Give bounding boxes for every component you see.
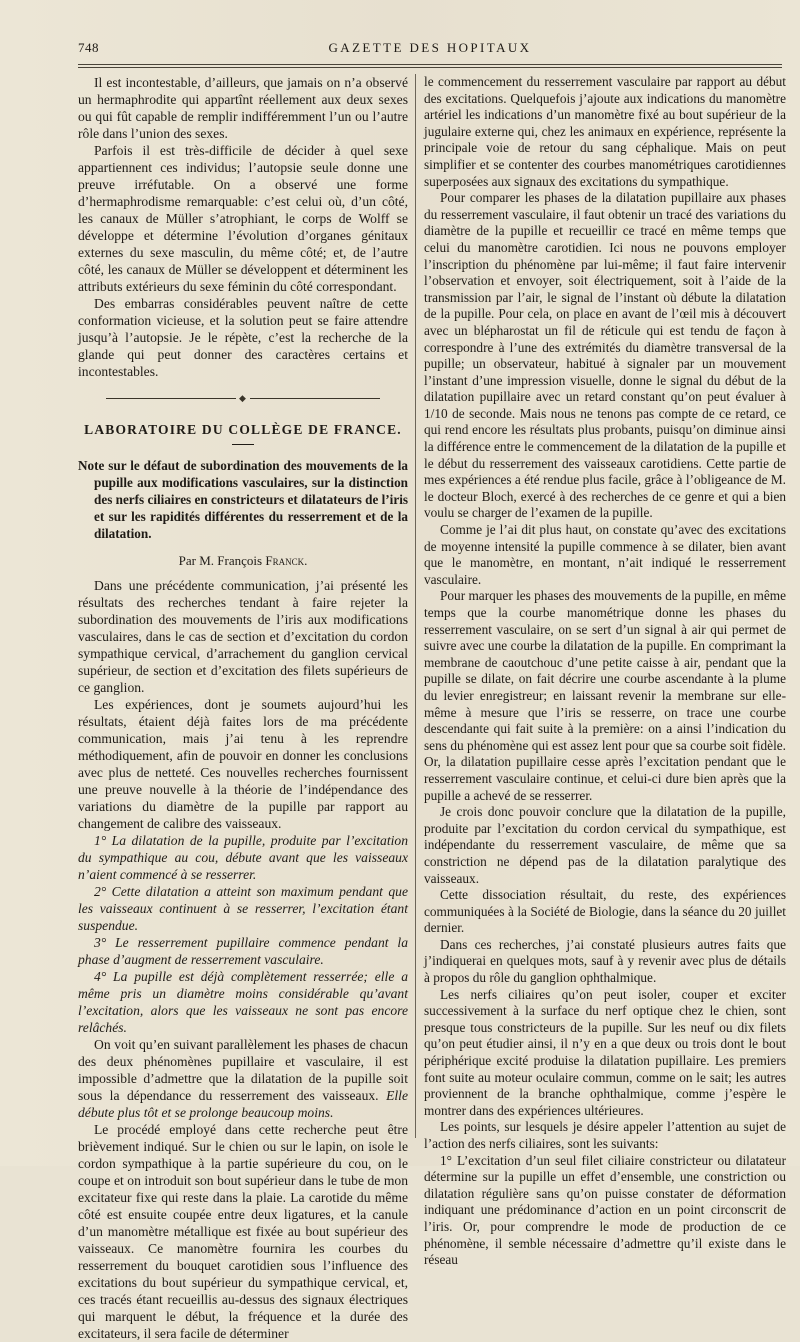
paragraph: Parfois il est très-difficile de décider à quel sexe appartiennent ces individus; l’autopsie seule donne une preuve irréfutable. On a observé une forme d’hermaphrodisme remarquable: c’est celui où, d’un côté, les canaux de Müller s’atrophiant, le corps de Wolff se développe et détermine l’évolution d’organes génitaux externes du sexe masculin, du même côté; et, de l’autre côté, les canaux de Müller se développent et déterminent les attributs extérieurs du sexe féminin du côté correspondant.	[78, 143, 408, 294]
paragraph: Les points, sur lesquels je désire appeler l’attention au sujet de l’action des nerfs ciliaires, sont les suivants:	[424, 1119, 786, 1151]
short-rule	[232, 444, 254, 445]
paragraph: Des embarras considérables peuvent naître de cette conformation vicieuse, et la solution peut se faire attendre jusqu’à l’autopsie. Je le répète, c’est la recherche de la glande qui peut donner des caractères certains et incontestables.	[78, 296, 408, 379]
right-column	[424, 74, 786, 1268]
left-column	[78, 74, 408, 1341]
paragraph-text: On voit qu’en suivant parallèlement les phases de chacun des deux phénomènes pupillaire et vasculaire, il est impossible d’admettre que la dilatation de la pupille soit sous la dépendance du resserrement des vaisseaux.	[78, 1037, 408, 1103]
paragraph: Dans une précédente communication, j’ai présenté les résultats des recherches tendant à faire rejeter la subordination des mouvements de l’iris aux modifications vasculaires, dans le cas de section et d’excitation du cordon sympathique cervical, d’arrachement du ganglion cervical supérieur, de section et d’excitation des filets supérieurs de ce ganglion.	[78, 578, 408, 695]
paragraph: Le procédé employé dans cette recherche peut être brièvement indiqué. Sur le chien ou sur le lapin, on isole le cordon sympathique à la partie supérieure du cou, on le coupe et on introduit son bout supérieur dans le tube de mon excitateur fixe qui reste dans la plaie. La carotide du même côté est ensuite coupée entre deux ligatures, et la canule d’un manomètre métallique est fixée au bout supérieur des vaisseaux. Ce manomètre fournira les courbes du resserrement du bouquet carotidien sous l’influence des excitations du bout supérieur du sympathique cervical, et, ces tracés étant recueillis au-dessus des signaux électriques qui marquent le début, la fréquence et la durée des excitateurs, il sera facile de déterminer	[78, 1122, 408, 1341]
article-title: Note sur le défaut de subordination des mouvements de la pupille aux modifications vasculaires, sur la distinction des nerfs ciliaires en constricteurs et dilatateurs de l’iris et sur les rapidités différentes du resserrement et de la dilatation.	[78, 458, 408, 541]
paragraph: 1° L’excitation d’un seul filet ciliaire constricteur ou dilatateur détermine sur la pupille un effet d’ensemble, une constriction ou dilatation régulière sans qu’on puisse constater de déformation indiquant une prédominance d’action en un point circonscrit de l’iris. Or, pour comprendre le mode de production de ce phénomène, il semble nécessaire d’admettre qu’il existe dans le réseau	[424, 1152, 786, 1268]
paragraph: Pour marquer les phases des mouvements de la pupille, en même temps que la courbe manométrique donne les phases du resserrement vasculaire, on se sert d’un signal à air qui permet de suivre avec une courbe la dilatation de la pupille. En comprimant la membrane de caoutchouc d’une petite caisse à air, pendant que la pupille se dilate, on fait décrire une courbe ascendante à la plume du levier enregistreur; en laissant revenir la membrane sur elle-même à mesure que l’iris se resserre, on trace une courbe descendante qui fait suite à la première: on a ainsi l’indication du sens du phénomène qui est assez lent pour que sa courbe soit fidèle. Or, la dilatation pupillaire cesse après l’excitation pendant que le resserrement vasculaire continue, et celui-ci dure bien après que la pupille a achevé de se resserrer.	[424, 588, 786, 803]
finding-item: 2° Cette dilatation a atteint son maximum pendant que les vaisseaux continuent à se resserrer, l’excitation étant suspendue.	[78, 884, 408, 933]
column-divider	[415, 74, 416, 1138]
section-title: LABORATOIRE DU COLLÈGE DE FRANCE.	[84, 422, 402, 437]
paragraph: Il est incontestable, d’ailleurs, que jamais on n’a observé un hermaphrodite qui appartînt réellement aux deux sexes ou qui fût capable de remplir indifféremment l’un ou l’autre rôle dans l’union des sexes.	[78, 75, 408, 141]
paragraph: Je crois donc pouvoir conclure que la dilatation de la pupille, produite par l’excitation du cordon cervical du sympathique, est indépendante du resserrement vasculaire, de même que sa constriction ne dépend pas de la dilatation paralytique des vaisseaux.	[424, 804, 786, 886]
byline-prefix: Par M. François	[178, 553, 263, 568]
paragraph: le commencement du resserrement vasculaire par rapport au début des excitations. Quelquefois j’ajoute aux indications du manomètre artériel les indications d’un manomètre fixé au bout supérieur de la jugulaire externe qui, chez les animaux en expérience, représente la principale voie de retour du sang céphalique. Mais on peut simplifier et se contenter des courbes manométriques carotidiennes superposées aux signaux des excitations du sympathique.	[424, 74, 786, 189]
section-separator: ◆	[78, 390, 408, 407]
header-double-rule	[78, 64, 782, 68]
paragraph	[78, 1036, 408, 1121]
paragraph: Comme je l’ai dit plus haut, on constate qu’avec des excitations de moyenne intensité la pupille commence à se dilater, bien avant que le manomètre, en montant, n’ait indiqué le resserrement vasculaire.	[424, 522, 786, 587]
page-header	[78, 40, 782, 62]
author-name: Franck.	[265, 553, 308, 568]
paragraph: Les nerfs ciliaires qu’on peut isoler, couper et exciter successivement à la surface du nerf optique chez le chien, sont presque tous constricteurs de la pupille. Sur les neuf ou dix filets qu’on peut étudier ainsi, il n’y en a que deux ou trois dont le bout périphérique excité produise la dilatation pupillaire. Les premiers font suite au moteur oculaire commun, comme on le sait; les autres proviennent de la branche ophthalmique, comme j’espère le montrer dans des expériences ultérieures.	[424, 986, 786, 1118]
finding-item: 1° La dilatation de la pupille, produite par l’excitation du sympathique au cou, débute avant que les vaisseaux n’aient commencé à se resserrer.	[78, 833, 408, 882]
byline	[78, 552, 408, 569]
paragraph: Pour comparer les phases de la dilatation pupillaire aux phases du resserrement vasculaire, il faut obtenir un tracé des variations du diamètre de la pupille et recueillir ce tracé en même temps que celui du manomètre carotidien. Ici nous ne pouvons employer l’inscription du phénomène par lui-même; il faut faire intervenir l’observation et envoyer, soit électriquement, soit à l’aide de la transmission par l’air, le signal de l’instant où débute la dilatation de la pupille. Pour cela, on place en avant de l’œil mis à découvert avec un blépharostat un fil de réticule qui est tendu de façon à correspondre à l’une des extrémités du diamètre transversal de la pupille; un observateur, habitué à signaler par un mouvement l’instant d’une impression visuelle, donne le signal du début de la dilatation pupillaire avec un retard constant qu’on peut évaluer à 1/10 de seconde. Mais nous ne tenons pas compte de ce retard, ce qui rend encore les résultats plus probants, puisqu’on diminue ainsi la différence entre le commencement de la dilatation de la pupille et le début du resserrement des vaisseaux carotidiens. Cette partie de mes expériences a été rendue plus facile, grâce à l’obligeance de M. le docteur Bloch, exercé à des recherches de ce genre et qui a bien voulu se charger de l’examen de la pupille.	[424, 190, 786, 521]
paragraph: Dans ces recherches, j’ai constaté plusieurs autres faits que j’indiquerai en quelques mots, sauf à y revenir avec plus de détails à propos du rôle du ganglion ophthalmique.	[424, 936, 786, 986]
journal-title: GAZETTE DES HOPITAUX	[328, 40, 532, 55]
page-number: 748	[78, 40, 99, 55]
paragraph: Les expériences, dont je soumets aujourd’hui les résultats, étaient déjà faites lors de ma précédente communication, mais j’ai tenu à les reprendre méthodiquement, afin de pouvoir en donner les conclusions avec plus de netteté. Ces nouvelles recherches fournissent une preuve nouvelle à la théorie de l’indépendance des variations du diamètre de la pupille par rapport au changement de calibre des vaisseaux.	[78, 697, 408, 831]
paragraph: Cette dissociation résultait, du reste, des expériences communiquées à la Société de Biologie, dans la séance du 20 juillet dernier.	[424, 887, 786, 936]
paragraph-emphasis: Elle débute plus tôt et se prolonge beaucoup moins.	[78, 1088, 408, 1120]
finding-item: 3° Le resserrement pupillaire commence pendant la phase d’augment de resserrement vasculaire.	[78, 935, 408, 967]
finding-item: 4° La pupille est déjà complètement resserrée; elle a même pris un diamètre moins considérable qu’avant l’excitation, alors que les vaisseaux ne sont pas encore relâchés.	[78, 969, 408, 1035]
